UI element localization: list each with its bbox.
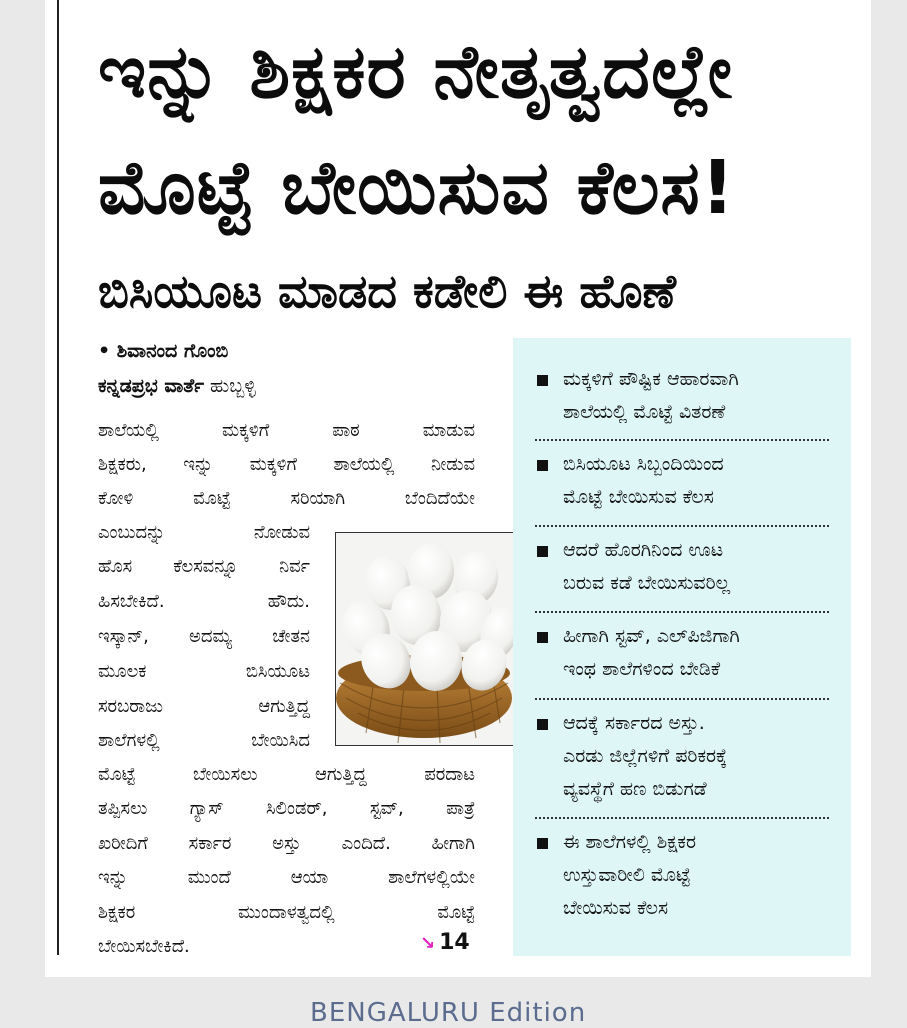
highlight-item: [537, 534, 829, 600]
highlight-item: [537, 620, 829, 686]
article-line: ಮೂಲಕ ಬಿಸಿಯೂಟ: [98, 661, 310, 682]
article-line: ಸರಬರಾಜು ಆಗುತ್ತಿದ್ದ: [98, 696, 310, 717]
article-line: ಶಿಕ್ಷಕರು, ಇನ್ನು ಮಕ್ಕಳಿಗೆ ಶಾಲೆಯಲ್ಲಿ ನೀಡುವ: [98, 454, 475, 475]
dotted-divider: [535, 817, 829, 819]
eggs-in-basket-photo: [335, 532, 514, 746]
byline-place: ಹುಬ್ಬಳ್ಳಿ: [210, 375, 256, 397]
square-bullet-icon: [537, 838, 548, 849]
article-line: ತಪ್ಪಿಸಲು ಗ್ಯಾಸ್ ಸಿಲಿಂಡರ್, ಸ್ಟವ್, ಪಾತ್ರೆ: [98, 798, 475, 819]
subheadline: ಬಿಸಿಯೂಟ ಮಾಡದ ಕಡೇಲಿ ಈ ಹೊಣೆ: [98, 264, 676, 318]
highlight-line: ಉಸ್ತುವಾರೀಲಿ ಮೊಟ್ಟೆ: [563, 864, 691, 886]
square-bullet-icon: [537, 546, 548, 557]
article-line: ಶಾಲೆಯಲ್ಲಿ ಮಕ್ಕಳಿಗೆ ಪಾಠ ಮಾಡುವ: [98, 420, 475, 441]
byline-dateline: [98, 375, 256, 397]
dotted-divider: [535, 525, 829, 527]
dotted-divider: [535, 611, 829, 613]
headline-line-2: ಮೊಟ್ಟೆ ಬೇಯಿಸುವ ಕೆಲಸ!: [98, 145, 736, 231]
article-line: ಶಾಲೆಗಳಲ್ಲಿ ಬೇಯಿಸಿದ: [98, 730, 310, 751]
highlight-item: [537, 707, 829, 806]
highlight-item: [537, 363, 829, 429]
highlight-line: ಬರುವ ಕಡೆ ಬೇಯಿಸುವರಿಲ್ಲ: [563, 572, 731, 594]
dotted-divider: [535, 698, 829, 700]
highlight-line: ಮೊಟ್ಟೆ ಬೇಯಿಸುವ ಕೆಲಸ: [563, 486, 714, 508]
byline-publication: ಕನ್ನಡಪ್ರಭ ವಾರ್ತೆ: [98, 375, 204, 397]
highlights-box: [513, 338, 851, 956]
article-line: ಇನ್ನು ಮುಂದೆ ಆಯಾ ಶಾಲೆಗಳಲ್ಲಿಯೇ: [98, 867, 475, 888]
headline-line-1: ಇನ್ನು ಶಿಕ್ಷಕರ ನೇತೃತ್ವದಲ್ಲೇ: [98, 29, 733, 115]
edition-label: BENGALURU Edition: [310, 998, 587, 1028]
article-line: ಮೊಟ್ಟೆ ಬೇಯಿಸಲು ಆಗುತ್ತಿದ್ದ ಪರದಾಟ: [98, 764, 475, 785]
highlight-line: ಮಕ್ಕಳಿಗೆ ಪೌಷ್ಟಿಕ ಆಹಾರವಾಗಿ: [563, 368, 739, 390]
article-line: ಶಿಕ್ಷಕರ ಮುಂದಾಳತ್ವದಲ್ಲಿ ಮೊಟ್ಟೆ: [98, 902, 475, 923]
square-bullet-icon: [537, 719, 548, 730]
highlight-item: [537, 826, 829, 925]
highlight-item: [537, 448, 829, 514]
highlight-line: ಎರಡು ಜಿಲ್ಲೆಗಳಿಗೆ ಪರಿಕರಕ್ಕೆ: [563, 745, 728, 767]
continued-page-number: 14: [439, 930, 470, 955]
square-bullet-icon: [537, 632, 548, 643]
highlight-line: ಬೇಯಿಸುವ ಕೆಲಸ: [563, 897, 669, 919]
highlight-line: ಬಿಸಿಯೂಟ ಸಿಬ್ಬಂದಿಯಿಂದ: [563, 453, 724, 475]
highlight-line: ಹೀಗಾಗಿ ಸ್ಟವ್, ಎಲ್‌ಪಿಜಿಗಾಗಿ: [563, 625, 740, 647]
article-line: ಹೊಸ ಕೆಲಸವನ್ನೂ ನಿರ್ವ: [98, 556, 310, 577]
square-bullet-icon: [537, 460, 548, 471]
byline-author: • ಶಿವಾನಂದ ಗೊಂಬಿ: [98, 340, 229, 362]
column-rule: [57, 0, 59, 955]
arrow-down-right-icon: ↘: [420, 933, 436, 954]
dotted-divider: [535, 439, 829, 441]
continued-page-ref: [420, 930, 470, 955]
highlight-line: ಶಾಲೆಯಲ್ಲಿ ಮೊಟ್ಟೆ ವಿತರಣೆ: [563, 401, 726, 423]
square-bullet-icon: [537, 375, 548, 386]
highlight-line: ಆದಕ್ಕೆ ಸರ್ಕಾರದ ಅಸ್ತು.: [563, 712, 705, 734]
article-line: ಕೋಳಿ ಮೊಟ್ಟೆ ಸರಿಯಾಗಿ ಬೆಂದಿದೆಯೇ: [98, 488, 475, 509]
article-line: ಹಿಸಬೇಕಿದೆ. ಹೌದು.: [98, 591, 310, 612]
article-line: ಇಸ್ಕಾನ್, ಅದಮ್ಯ ಚೇತನ: [98, 626, 310, 647]
highlight-line: ಈ ಶಾಲೆಗಳಲ್ಲಿ ಶಿಕ್ಷಕರ: [563, 831, 697, 853]
article-line: ಖರೀದಿಗೆ ಸರ್ಕಾರ ಅಸ್ತು ಎಂದಿದೆ. ಹೀಗಾಗಿ: [98, 833, 475, 854]
article-last-line: ಬೇಯಿಸಬೇಕಿದೆ.: [98, 936, 190, 957]
highlight-line: ವ್ಯವಸ್ಥೆಗೆ ಹಣ ಬಿಡುಗಡೆ: [563, 778, 707, 800]
highlight-line: ಆದರೆ ಹೊರಗಿನಿಂದ ಊಟ: [563, 539, 724, 561]
article-line: ಎಂಬುದನ್ನು ನೋಡುವ: [98, 522, 310, 543]
highlight-line: ಇಂಥ ಶಾಲೆಗಳಿಂದ ಬೇಡಿಕೆ: [563, 658, 721, 680]
